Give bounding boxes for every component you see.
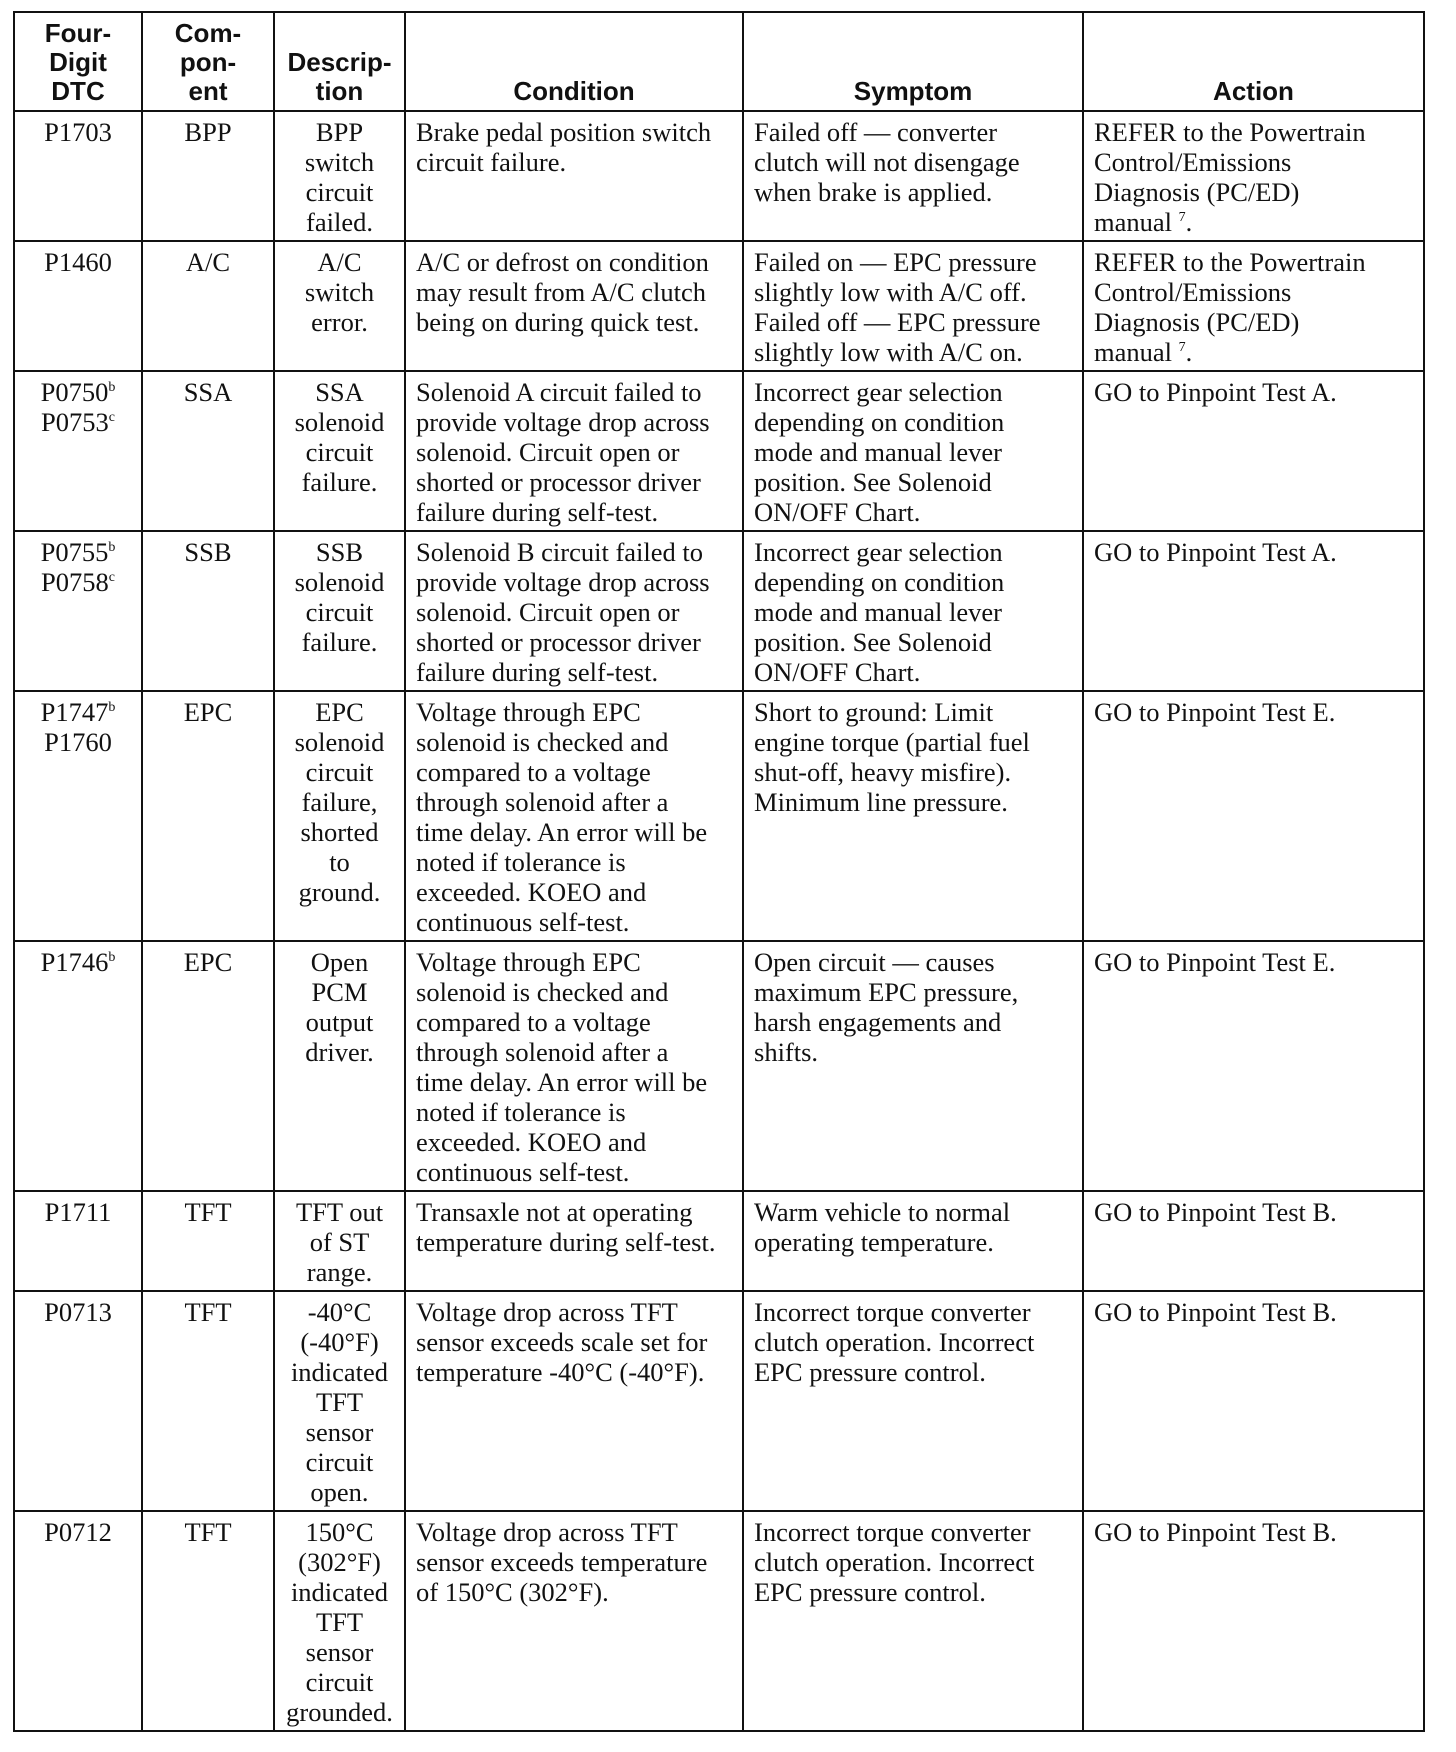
table-row [14,691,1424,941]
dtc-code [25,727,131,757]
description-line: circuit [305,757,374,787]
component-cell: TFT [142,1511,274,1731]
description-line: solenoid [294,567,385,597]
symptom-line: engine torque (partial fuel [754,727,1030,757]
condition-cell [405,531,743,691]
footnote-marker: 7 [1178,340,1186,356]
condition-line: shorted or processor driver [416,467,701,497]
description-cell [274,941,405,1191]
description-line: (302°F) [298,1547,381,1577]
symptom-line: Incorrect gear selection [754,377,1003,407]
condition-line: Voltage through EPC [416,697,641,727]
description-line: driver. [305,1037,374,1067]
description-line: sensor [305,1637,374,1667]
action-manual-text: manual [1094,207,1172,237]
symptom-line: EPC pressure control. [754,1577,986,1607]
symptom-cell [743,241,1083,371]
header-row [14,12,1424,111]
dtc-code [25,697,131,727]
condition-line: noted if tolerance is [416,1097,626,1127]
dtc-code-text: P1460 [44,247,112,277]
description-line: SSB [315,537,364,567]
component-cell: TFT [142,1291,274,1511]
symptom-line: clutch operation. Incorrect [754,1547,1035,1577]
description-line: -40°C [307,1297,372,1327]
description-line: sensor [305,1417,374,1447]
dtc-code [25,1297,131,1327]
dtc-code-cell [14,691,142,941]
description-line: circuit [305,1667,374,1697]
symptom-line: Failed on — EPC pressure [754,247,1037,277]
condition-line: Voltage drop across TFT [416,1517,678,1547]
description-line: of ST [309,1227,370,1257]
dtc-code-text: P0712 [44,1517,112,1547]
table-row [14,1511,1424,1731]
dtc-code [25,1517,131,1547]
table-row [14,531,1424,691]
condition-cell [405,241,743,371]
header-description [274,12,405,111]
description-cell [274,241,405,371]
condition-line: temperature -40°C (-40°F). [416,1357,705,1387]
footnote-marker: b [108,540,116,556]
description-line: grounded. [286,1697,393,1727]
dtc-code-text: P0758 [41,567,109,597]
condition-cell [405,1191,743,1291]
condition-line: noted if tolerance is [416,847,626,877]
description-line: 150°C [305,1517,374,1547]
symptom-line: mode and manual lever [754,437,1002,467]
symptom-line: Minimum line pressure. [754,787,1008,817]
description-line: to [329,847,350,877]
header-component-line: pon- [179,47,237,77]
symptom-line: Failed off — converter [754,117,998,147]
condition-line: solenoid is checked and [416,727,669,757]
footnote-marker: 7 [1178,210,1186,226]
action-end-punct: . [1185,207,1193,237]
condition-line: Voltage through EPC [416,947,641,977]
condition-line: compared to a voltage [416,757,651,787]
symptom-line: operating temperature. [754,1227,994,1257]
description-line: failure, [301,787,378,817]
footnote-marker: c [108,570,115,586]
table-row [14,1191,1424,1291]
description-line: range. [306,1257,373,1287]
symptom-cell [743,941,1083,1191]
symptom-line: harsh engagements and [754,1007,1002,1037]
action-line: REFER to the Powertrain [1094,247,1366,277]
action-cell [1083,371,1424,531]
dtc-code-cell [14,531,142,691]
component-cell: BPP [142,111,274,241]
description-line: PCM [311,977,368,1007]
action-cell [1083,531,1424,691]
symptom-cell [743,691,1083,941]
condition-line: provide voltage drop across [416,407,710,437]
symptom-line: position. See Solenoid [754,467,992,497]
condition-line: time delay. An error will be [416,1067,708,1097]
header-description-line: Descrip- [287,47,392,77]
action-line: GO to Pinpoint Test A. [1094,377,1337,407]
symptom-cell [743,1511,1083,1731]
header-dtc-line: Digit [49,47,107,77]
condition-cell [405,691,743,941]
table-body [14,111,1424,1731]
description-line: BPP [315,117,364,147]
condition-line: circuit failure. [416,147,567,177]
component-cell: SSA [142,371,274,531]
condition-line: sensor exceeds scale set for [416,1327,708,1357]
symptom-line: slightly low with A/C off. [754,277,1027,307]
dtc-code-text: P1711 [44,1197,112,1227]
component-cell: A/C [142,241,274,371]
condition-line: shorted or processor driver [416,627,701,657]
dtc-code-text: P0755 [40,537,109,567]
symptom-line: when brake is applied. [754,177,993,207]
condition-line: through solenoid after a [416,1037,669,1067]
description-cell [274,531,405,691]
description-cell [274,1511,405,1731]
action-line [1094,337,1413,367]
condition-line: Brake pedal position switch [416,117,712,147]
action-cell [1083,1191,1424,1291]
description-line: output [305,1007,374,1037]
symptom-line: Incorrect torque converter [754,1297,1031,1327]
symptom-line: Failed off — EPC pressure [754,307,1041,337]
symptom-line: depending on condition [754,567,1005,597]
condition-cell [405,1291,743,1511]
condition-line: being on during quick test. [416,307,700,337]
condition-line: failure during self-test. [416,497,659,527]
symptom-cell [743,371,1083,531]
footnote-marker: c [108,410,115,426]
footnote-marker: b [108,950,116,966]
description-line: solenoid [294,407,385,437]
symptom-line: clutch will not disengage [754,147,1020,177]
action-line: Control/Emissions [1094,147,1292,177]
condition-line: solenoid. Circuit open or [416,437,680,467]
dtc-code [25,947,131,977]
dtc-code-cell [14,1191,142,1291]
description-line: failure. [301,627,378,657]
table-row [14,371,1424,531]
symptom-line: Incorrect gear selection [754,537,1003,567]
dtc-code [25,567,131,597]
footnote-marker: b [108,700,116,716]
action-line: REFER to the Powertrain [1094,117,1366,147]
dtc-code [25,537,131,567]
dtc-code [25,407,131,437]
condition-line: temperature during self-test. [416,1227,716,1257]
table-row [14,111,1424,241]
description-line: circuit [305,437,374,467]
symptom-line: Open circuit — causes [754,947,995,977]
description-cell [274,111,405,241]
condition-cell [405,941,743,1191]
action-line: GO to Pinpoint Test E. [1094,947,1336,977]
action-line: GO to Pinpoint Test B. [1094,1297,1337,1327]
dtc-code-cell [14,241,142,371]
table-row [14,1291,1424,1511]
description-line: switch [304,147,375,177]
description-line: indicated [290,1357,389,1387]
dtc-table [13,11,1425,1732]
condition-line: A/C or defrost on condition [416,247,709,277]
symptom-line: slightly low with A/C on. [754,337,1023,367]
dtc-code [25,1197,131,1227]
action-line: GO to Pinpoint Test A. [1094,537,1337,567]
symptom-line: clutch operation. Incorrect [754,1327,1035,1357]
table-row [14,241,1424,371]
description-line: SSA [315,377,364,407]
component-cell: EPC [142,941,274,1191]
dtc-code-cell [14,111,142,241]
description-line: switch [304,277,375,307]
description-cell [274,1191,405,1291]
action-line: GO to Pinpoint Test B. [1094,1517,1337,1547]
symptom-line: Short to ground: Limit [754,697,994,727]
description-line: ground. [298,877,381,907]
dtc-code-cell [14,1511,142,1731]
dtc-code-cell [14,941,142,1191]
symptom-cell [743,531,1083,691]
condition-line: sensor exceeds temperature [416,1547,708,1577]
description-line: open. [310,1477,369,1507]
action-line: Diagnosis (PC/ED) [1094,307,1300,337]
description-line: circuit [305,1447,374,1477]
component-cell: TFT [142,1191,274,1291]
condition-cell [405,1511,743,1731]
description-line: circuit [305,597,374,627]
condition-line: Voltage drop across TFT [416,1297,678,1327]
description-line: solenoid [294,727,385,757]
symptom-line: ON/OFF Chart. [754,497,921,527]
condition-line: Transaxle not at operating [416,1197,693,1227]
action-manual-text: manual [1094,337,1172,367]
symptom-line: shifts. [754,1037,819,1067]
action-line [1094,207,1413,237]
header-component-line: Com- [174,18,242,48]
action-cell [1083,1511,1424,1731]
action-end-punct: . [1185,337,1193,367]
action-cell [1083,941,1424,1191]
action-cell [1083,111,1424,241]
description-line: failure. [301,467,378,497]
footnote-marker: b [108,380,116,396]
description-line: TFT out [295,1197,384,1227]
condition-line: solenoid. Circuit open or [416,597,680,627]
component-cell: SSB [142,531,274,691]
dtc-code-text: P1703 [44,117,112,147]
condition-line: compared to a voltage [416,1007,651,1037]
header-dtc-line: Four- [44,18,112,48]
dtc-code-cell [14,1291,142,1511]
action-line: GO to Pinpoint Test E. [1094,697,1336,727]
action-line: Control/Emissions [1094,277,1292,307]
header-condition: Condition [405,12,743,111]
dtc-code [25,247,131,277]
dtc-code-text: P0713 [44,1297,112,1327]
symptom-line: EPC pressure control. [754,1357,986,1387]
action-cell [1083,1291,1424,1511]
condition-line: through solenoid after a [416,787,669,817]
table-row [14,941,1424,1191]
condition-line: provide voltage drop across [416,567,710,597]
dtc-code-text: P0753 [41,407,109,437]
condition-line: may result from A/C clutch [416,277,706,307]
description-line: A/C [317,247,362,277]
description-cell [274,371,405,531]
description-line: error. [311,307,368,337]
action-cell [1083,691,1424,941]
condition-line: of 150°C (302°F). [416,1577,609,1607]
condition-line: Solenoid A circuit failed to [416,377,702,407]
symptom-line: position. See Solenoid [754,627,992,657]
description-line: TFT [315,1607,364,1637]
table-header [14,12,1424,111]
condition-line: continuous self-test. [416,907,630,937]
dtc-code-text: P1746 [40,947,109,977]
description-line: shorted [300,817,379,847]
condition-cell [405,111,743,241]
symptom-line: Warm vehicle to normal [754,1197,1011,1227]
condition-line: exceeded. KOEO and [416,1127,647,1157]
symptom-line: mode and manual lever [754,597,1002,627]
dtc-code-text: P0750 [40,377,109,407]
description-line: TFT [315,1387,364,1417]
header-dtc [14,12,142,111]
symptom-line: shut-off, heavy misfire). [754,757,1012,787]
dtc-code-cell [14,371,142,531]
component-cell: EPC [142,691,274,941]
condition-line: failure during self-test. [416,657,659,687]
description-line: EPC [315,697,364,727]
header-component [142,12,274,111]
description-line: indicated [290,1577,389,1607]
condition-line: time delay. An error will be [416,817,708,847]
condition-line: Solenoid B circuit failed to [416,537,704,567]
condition-cell [405,371,743,531]
symptom-cell [743,111,1083,241]
dtc-code [25,117,131,147]
dtc-code-text: P1747 [40,697,109,727]
symptom-cell [743,1191,1083,1291]
symptom-cell [743,1291,1083,1511]
action-line: Diagnosis (PC/ED) [1094,177,1300,207]
description-cell [274,691,405,941]
header-symptom: Symptom [743,12,1083,111]
condition-line: exceeded. KOEO and [416,877,647,907]
description-line: Open [310,947,369,977]
description-line: (-40°F) [300,1327,379,1357]
symptom-line: ON/OFF Chart. [754,657,921,687]
dtc-code [25,377,131,407]
description-line: failed. [306,207,373,237]
header-component-line: ent [188,76,228,106]
description-line: circuit [305,177,374,207]
symptom-line: maximum EPC pressure, [754,977,1019,1007]
condition-line: solenoid is checked and [416,977,669,1007]
symptom-line: depending on condition [754,407,1005,437]
header-description-line: tion [315,76,364,106]
action-cell [1083,241,1424,371]
description-cell [274,1291,405,1511]
condition-line: continuous self-test. [416,1157,630,1187]
header-action: Action [1083,12,1424,111]
symptom-line: Incorrect torque converter [754,1517,1031,1547]
header-dtc-line: DTC [51,76,105,106]
action-line: GO to Pinpoint Test B. [1094,1197,1337,1227]
dtc-code-text: P1760 [44,727,112,757]
